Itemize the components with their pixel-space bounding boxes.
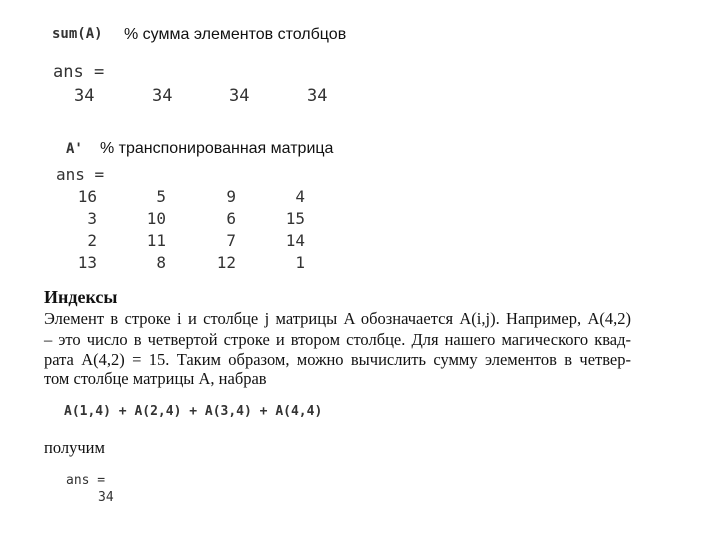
sum-value: 34 (229, 86, 250, 106)
paragraph-line: том столбце матрицы A, набрав (44, 369, 267, 388)
sum-value: 34 (152, 86, 173, 106)
matrix-cell: 4 (295, 187, 305, 206)
matrix-cell: 10 (146, 209, 166, 228)
matrix-cell: 15 (285, 209, 305, 228)
transpose-command: A' (66, 141, 83, 157)
matrix-cell: 13 (77, 253, 97, 272)
matrix-cell: 2 (87, 231, 97, 250)
sum-ans-label: ans = (53, 62, 105, 82)
matrix-cell: 6 (226, 209, 236, 228)
final-ans-label: ans = (66, 473, 106, 488)
matrix-cell: 9 (226, 187, 236, 206)
matrix-cell: 11 (146, 231, 166, 250)
matrix-cell: 5 (156, 187, 166, 206)
sum-value: 34 (307, 86, 328, 106)
matrix-cell: 8 (156, 253, 166, 272)
matrix-cell: 7 (226, 231, 236, 250)
matrix-cell: 16 (77, 187, 97, 206)
transpose-ans-label: ans = (56, 165, 105, 184)
final-ans-value: 34 (98, 490, 114, 505)
transpose-comment: % транспонированная матрица (100, 140, 334, 157)
paragraph-line: Элемент в строке i и столбце j матрицы A обозначается A(i,j). Например, A(4,2) (44, 309, 631, 328)
matrix-cell: 1 (295, 253, 305, 272)
sum-command: sum(A) (52, 26, 103, 42)
sum-comment: % сумма элементов столбцов (124, 26, 347, 43)
sum-expression-code: A(1,4) + A(2,4) + A(3,4) + A(4,4) (64, 404, 323, 419)
matrix-cell: 14 (285, 231, 305, 250)
paragraph-line: – это число в четвертой строке и втором столбце. Для нашего магического квад- (44, 330, 631, 349)
section-heading: Индексы (44, 287, 118, 307)
paragraph-line: рата A(4,2) = 15. Таким образом, можно вычислить сумму элементов в четвер- (44, 350, 631, 369)
result-word: получим (44, 438, 105, 457)
sum-value: 34 (74, 86, 95, 106)
matrix-cell: 12 (216, 253, 236, 272)
matrix-cell: 3 (87, 209, 97, 228)
